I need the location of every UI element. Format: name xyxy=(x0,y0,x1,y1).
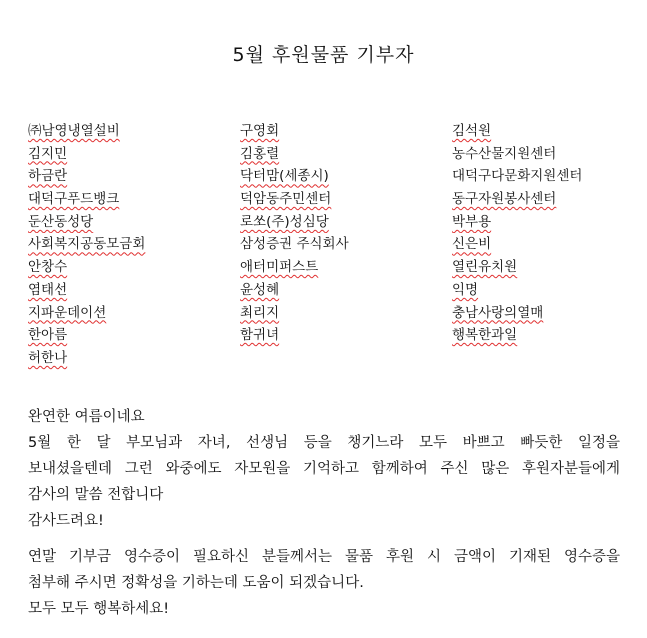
donor-name: 애터미퍼스트 xyxy=(240,259,319,276)
donor-name: 덕암동주민센터 xyxy=(240,191,332,208)
donor-name: 대덕구푸드뱅크 xyxy=(28,191,120,208)
donor-name: 충남사랑의열매 xyxy=(452,304,544,321)
donor-name: 구영회 xyxy=(240,123,280,139)
message-line: 보내셨을텐데 그런 와중에도 자모원을 기억하고 함께하여 주신 많은 후원자분들에게 xyxy=(28,461,620,477)
donor-name: 둔산동성당 xyxy=(28,213,94,230)
donor-name: 하금란 xyxy=(28,168,68,185)
donor-name: 염태선 xyxy=(28,281,68,298)
message-line: 감사의 말씀 전합니다 xyxy=(28,487,164,503)
donor-name: 닥터맘(세종시) xyxy=(240,168,329,185)
donor-name: 최리지 xyxy=(240,304,280,321)
paragraph-gap xyxy=(28,534,620,544)
donor-name: 사회복지공동모금회 xyxy=(28,236,146,253)
donor-list xyxy=(28,120,628,370)
donor-name: 익명 xyxy=(452,281,479,298)
message-line: 완연한 여름이네요 xyxy=(28,409,145,425)
donor-name: 대덕구다문화지원센터 xyxy=(452,168,583,185)
donor-name: 로쏘(주)성심당 xyxy=(240,213,329,230)
donor-name: 김지민 xyxy=(28,145,68,162)
message-line: 감사드려요! xyxy=(28,513,104,529)
message-line: 첨부해 주시면 정확성을 기하는데 도움이 되겠습니다. xyxy=(28,575,364,591)
donor-name: 허한나 xyxy=(28,349,68,366)
donor-name: 김석원 xyxy=(452,123,492,139)
donor-name: 지파운데이션 xyxy=(28,304,107,321)
donor-name: 열린유치원 xyxy=(452,259,518,276)
message-line: 5월 한 달 부모님과 자녀, 선생님 등을 챙기느라 모두 바쁘고 빠듯한 일정을 xyxy=(28,435,620,451)
donor-name: ㈜남영냉열설비 xyxy=(28,123,120,139)
thank-you-message xyxy=(28,404,620,622)
donor-name: 안창수 xyxy=(28,259,68,276)
donor-name: 박부용 xyxy=(452,213,492,230)
donor-name: 행복한과일 xyxy=(452,327,518,344)
message-line: 연말 기부금 영수증이 필요하신 분들께서는 물품 후원 시 금액이 기재된 영수증을 xyxy=(28,549,620,565)
donor-name: 동구자원봉사센터 xyxy=(452,191,557,208)
donor-name: 농수산물지원센터 xyxy=(452,145,557,162)
donor-name: 신은비 xyxy=(452,236,492,253)
donor-name: 김홍렬 xyxy=(240,145,280,162)
donor-name: 함귀녀 xyxy=(240,327,280,344)
donor-name: 윤성혜 xyxy=(240,281,280,298)
message-line: 모두 모두 행복하세요! xyxy=(28,601,170,617)
donor-name: 한아름 xyxy=(28,327,68,344)
donor-name: 삼성증권 주식회사 xyxy=(240,236,349,253)
page-title: 5월 후원물품 기부자 xyxy=(232,44,415,66)
